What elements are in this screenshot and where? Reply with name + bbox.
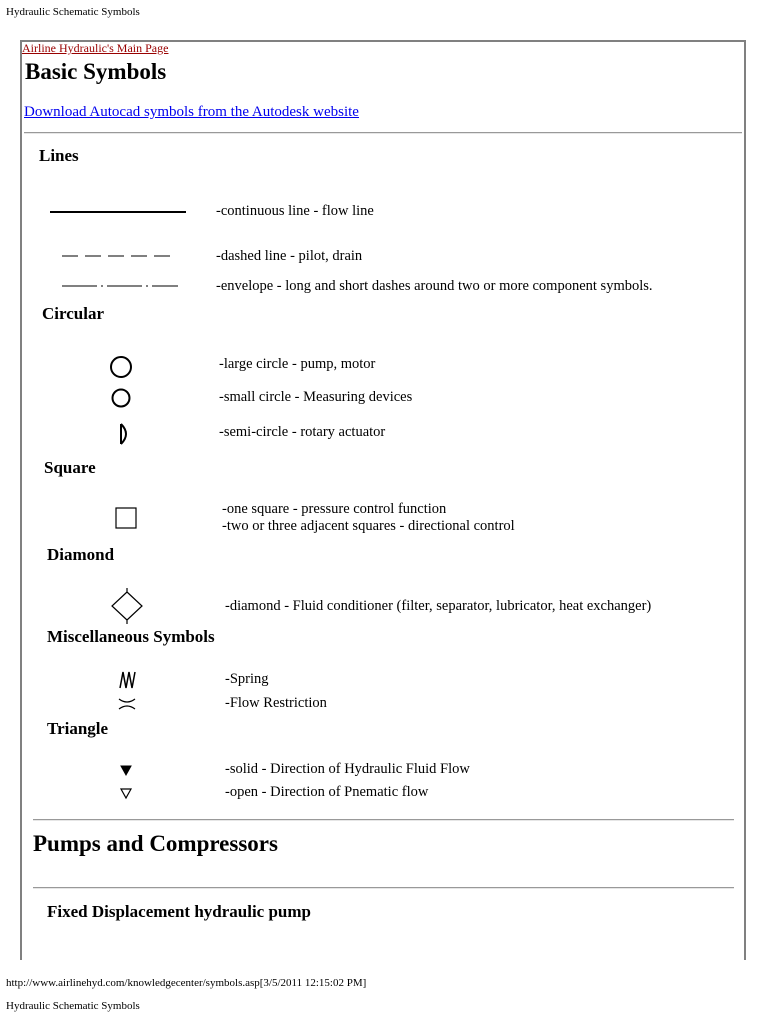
section-heading-square: Square (44, 458, 96, 477)
lines-item-continuous: -continuous line - flow line (216, 203, 374, 219)
section-heading-diamond: Diamond (47, 545, 115, 564)
triangle-item-open: -open - Direction of Pnematic flow (225, 784, 429, 800)
circular-item-small: -small circle - Measuring devices (219, 389, 413, 405)
divider (33, 887, 734, 889)
open-triangle-icon (118, 786, 134, 800)
divider (33, 819, 734, 821)
dashed-line-symbol (58, 250, 180, 262)
misc-item-spring: -Spring (225, 671, 269, 687)
browser-title-top: Hydraulic Schematic Symbols (6, 6, 140, 18)
continuous-line-symbol (48, 205, 190, 217)
browser-title-bottom: Hydraulic Schematic Symbols (6, 1000, 140, 1012)
section-heading-circular: Circular (42, 304, 105, 323)
download-autocad-link[interactable]: Download Autocad symbols from the Autodesk website (24, 104, 359, 120)
envelope-line-symbol (60, 280, 182, 292)
page-title: Basic Symbols (25, 59, 167, 84)
semi-circle-icon (118, 421, 134, 447)
lines-item-envelope: -envelope - long and short dashes around two or more component symbols. (216, 278, 653, 294)
circular-item-semi: -semi-circle - rotary actuator (219, 424, 386, 440)
solid-triangle-icon (118, 763, 134, 777)
misc-item-flow-restriction: -Flow Restriction (225, 695, 327, 711)
pumps-sub-heading: Fixed Displacement hydraulic pump (47, 902, 311, 921)
footer-url: http://www.airlinehyd.com/knowledgecenter/symbols.asp[3/5/2011 12:15:02 PM] (6, 977, 367, 989)
content-frame (20, 40, 746, 960)
square-item-two-three: -two or three adjacent squares - directional control (222, 518, 515, 534)
flow-restriction-icon (116, 696, 138, 712)
square-icon (113, 505, 139, 531)
section-heading-triangle: Triangle (47, 719, 109, 738)
diamond-icon (108, 586, 146, 626)
main-page-link[interactable]: Airline Hydraulic's Main Page (22, 41, 169, 55)
large-circle-icon (108, 354, 134, 380)
triangle-item-solid: -solid - Direction of Hydraulic Fluid Flow (225, 761, 470, 777)
section-heading-lines: Lines (39, 146, 79, 165)
spring-icon (116, 669, 138, 691)
divider (24, 132, 742, 134)
circular-item-large: -large circle - pump, motor (219, 356, 376, 372)
section-heading-pumps: Pumps and Compressors (33, 831, 278, 856)
lines-item-dashed: -dashed line - pilot, drain (216, 248, 363, 264)
small-circle-icon (109, 387, 133, 409)
diamond-item: -diamond - Fluid conditioner (filter, separator, lubricator, heat exchanger) (225, 598, 652, 614)
section-heading-misc: Miscellaneous Symbols (47, 627, 215, 646)
square-item-one: -one square - pressure control function (222, 501, 447, 517)
